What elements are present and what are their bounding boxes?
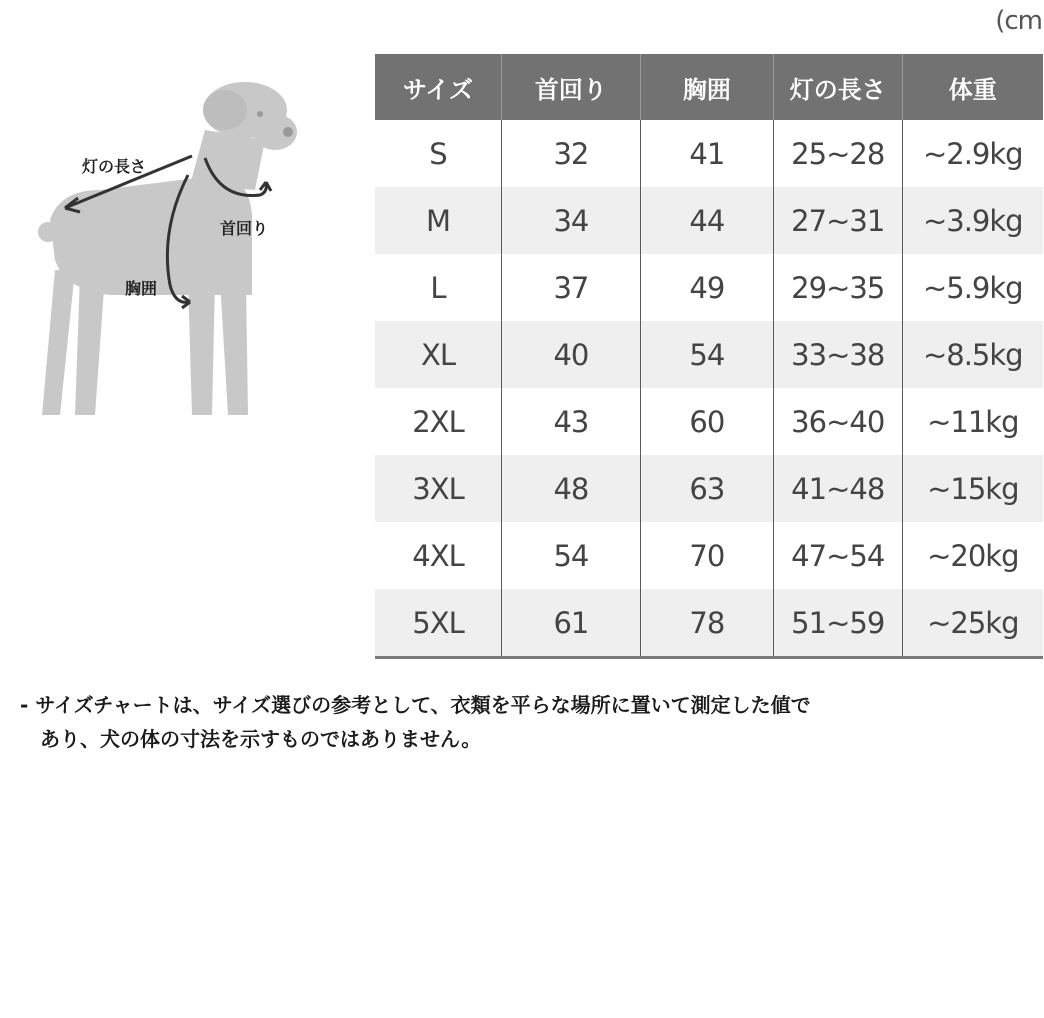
table-cell: 61 (502, 589, 641, 658)
header-neck: 首回り (502, 54, 641, 120)
table-cell: 37 (502, 254, 641, 321)
table-row (375, 120, 1043, 187)
table-cell: 32 (502, 120, 641, 187)
table-cell: ~20kg (902, 522, 1043, 589)
table-cell: ~8.5kg (902, 321, 1043, 388)
note-line-1: - サイズチャートは、サイズ選びの参考として、衣類を平らな場所に置いて測定した値で (20, 693, 811, 717)
table-cell: 54 (502, 522, 641, 589)
length-label: 灯の長さ (82, 157, 147, 176)
table-cell: 63 (640, 455, 773, 522)
size-note (20, 688, 1030, 756)
table-cell: 54 (640, 321, 773, 388)
table-row (375, 254, 1043, 321)
size-chart-table (375, 54, 1043, 659)
table-cell: 48 (502, 455, 641, 522)
table-cell: 70 (640, 522, 773, 589)
chest-label: 胸囲 (125, 279, 158, 298)
table-cell: 25~28 (773, 120, 902, 187)
table-cell: ~25kg (902, 589, 1043, 658)
table-cell: ~3.9kg (902, 187, 1043, 254)
table-cell: 49 (640, 254, 773, 321)
table-cell: 41~48 (773, 455, 902, 522)
table-cell: S (375, 120, 502, 187)
neck-label: 首回り (220, 219, 269, 238)
table-cell: 47~54 (773, 522, 902, 589)
table-cell: L (375, 254, 502, 321)
table-cell: 5XL (375, 589, 502, 658)
table-header-row (375, 54, 1043, 120)
table-cell: ~11kg (902, 388, 1043, 455)
table-cell: 78 (640, 589, 773, 658)
table-cell: 33~38 (773, 321, 902, 388)
table-row (375, 522, 1043, 589)
table-cell: 41 (640, 120, 773, 187)
header-weight: 体重 (902, 54, 1043, 120)
table-cell: 36~40 (773, 388, 902, 455)
table-cell: 60 (640, 388, 773, 455)
dog-silhouette-icon (20, 70, 340, 440)
header-size: サイズ (375, 54, 502, 120)
table-row (375, 187, 1043, 254)
table-cell: 2XL (375, 388, 502, 455)
table-cell: ~5.9kg (902, 254, 1043, 321)
table-cell: 40 (502, 321, 641, 388)
table-body (375, 120, 1043, 658)
table-row (375, 388, 1043, 455)
dog-measurement-diagram (20, 70, 340, 440)
table-cell: 51~59 (773, 589, 902, 658)
table-cell: 34 (502, 187, 641, 254)
header-chest: 胸囲 (640, 54, 773, 120)
table-row (375, 321, 1043, 388)
table-cell: ~2.9kg (902, 120, 1043, 187)
header-length: 灯の長さ (773, 54, 902, 120)
table-row (375, 455, 1043, 522)
unit-label: (cm (995, 6, 1042, 36)
table-cell: 3XL (375, 455, 502, 522)
table-cell: M (375, 187, 502, 254)
table-cell: 29~35 (773, 254, 902, 321)
table-cell: XL (375, 321, 502, 388)
table-cell: 44 (640, 187, 773, 254)
table-cell: ~15kg (902, 455, 1043, 522)
table-cell: 43 (502, 388, 641, 455)
note-line-2: あり、犬の体の寸法を示すものではありません。 (40, 727, 482, 751)
table-cell: 4XL (375, 522, 502, 589)
table-row (375, 589, 1043, 658)
table-cell: 27~31 (773, 187, 902, 254)
